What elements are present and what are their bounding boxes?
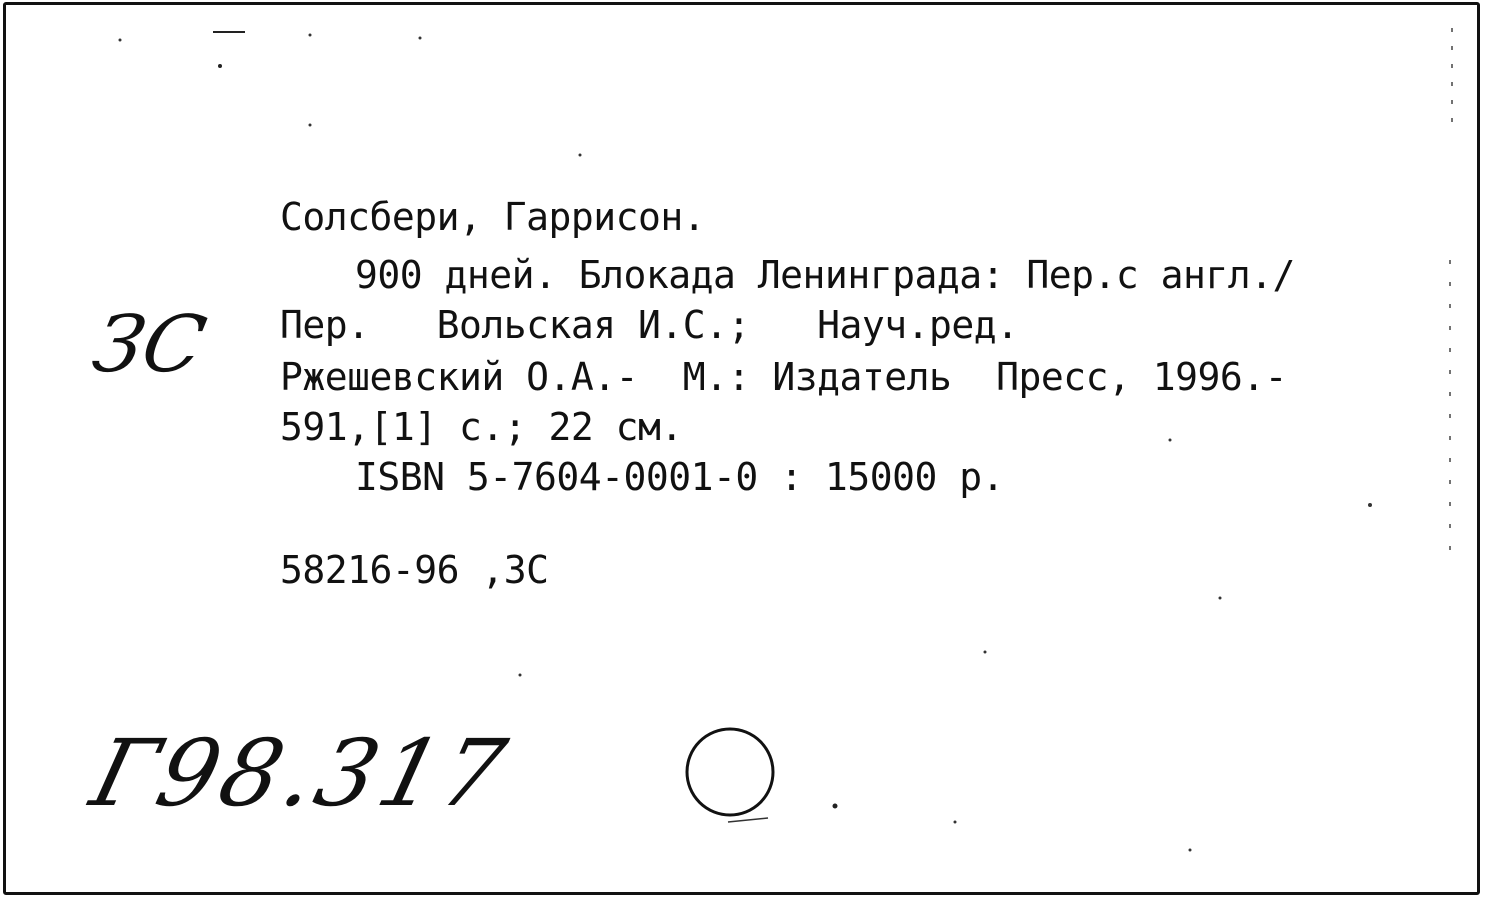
publication-statement: Ржешевский О.А.- М.: Издатель Пресс, 1996.- xyxy=(280,355,1288,399)
title-statement: 900 дней. Блокада Ленинграда: Пер.с англ./ xyxy=(355,253,1295,297)
handwritten-code: ЗС xyxy=(85,300,213,390)
record-number: 58216-96 ,ЗС xyxy=(280,548,549,592)
isbn-price: ISBN 5-7604-0001-0 : 15000 р. xyxy=(355,455,1004,499)
handwritten-shelf-mark: Г98.317 xyxy=(81,720,520,827)
physical-description: 591,[1] с.; 22 см. xyxy=(280,405,683,449)
author-heading: Солсбери, Гаррисон. xyxy=(280,195,706,239)
translator-statement: Пер. Вольская И.С.; Науч.ред. xyxy=(280,303,1019,347)
